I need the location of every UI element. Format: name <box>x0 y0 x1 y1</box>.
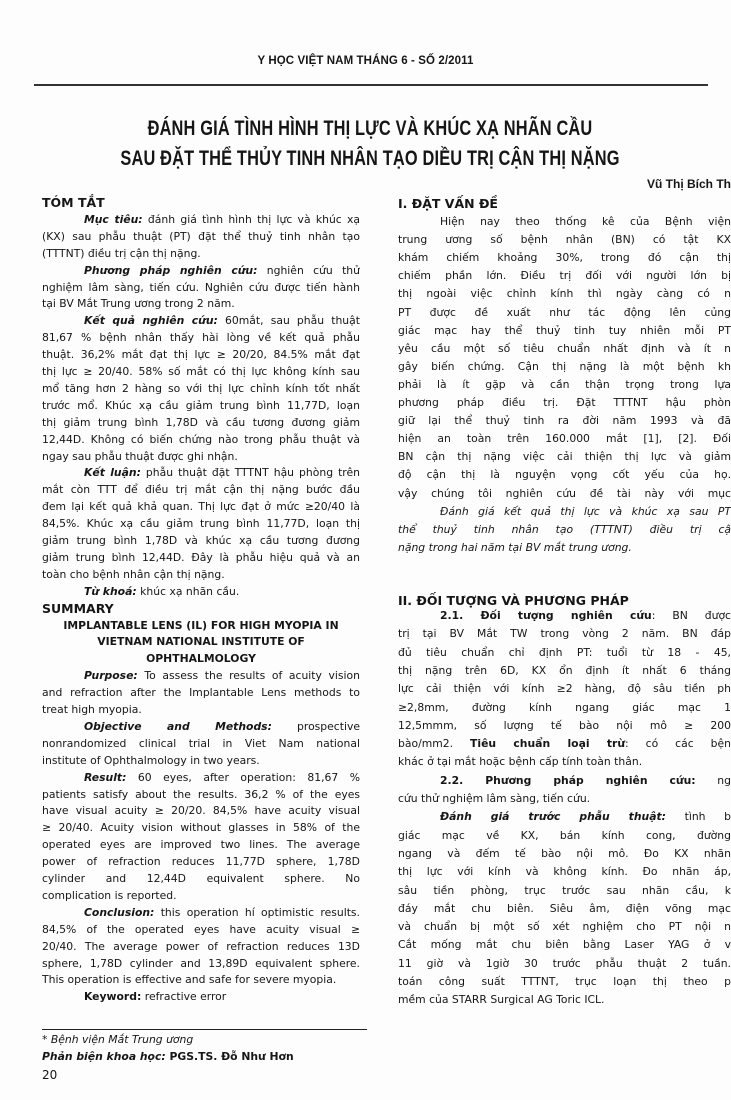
text-run: This operation is effective and safe for severe myopia. <box>42 973 337 987</box>
lead-in-label: Đánh giá trước phẫu thuật: <box>440 810 666 824</box>
text-run: 84,5% of the operated eyes have acuity visual ≥ <box>42 922 360 936</box>
text-run: cylinder and 12,44D equivalent sphere. No <box>42 872 360 885</box>
lead-in-label: Mục tiêu: <box>84 212 143 226</box>
text-line <box>42 549 360 566</box>
text-run: khác ở tại mắt hoặc bệnh cấp tính toàn thân. <box>398 755 643 769</box>
text-line <box>42 295 360 312</box>
text-line <box>398 304 731 321</box>
lead-in-label: Phương pháp nghiên cứu: <box>84 263 258 277</box>
article-title-line-2: SAU ĐẶT THỂ THỦY TINH NHÂN TẠO DIỀU TRỊ CẬN THỊ NẶNG <box>120 147 620 170</box>
text-run: mổ tăng hơn 2 hàng so với thị lực chỉnh kính tốt nhất <box>42 381 360 395</box>
text-run: ≥ 20/40. Acuity vision without glasses in 58% of the <box>42 821 360 835</box>
text-line <box>42 228 360 245</box>
text-line <box>42 718 360 735</box>
text-line <box>42 769 360 786</box>
text-run: this operation hí optimistic results. <box>154 905 360 919</box>
text-line <box>398 808 731 825</box>
text-line <box>42 887 360 904</box>
text-run: thị ngoài việc chỉnh kính thì ngày càng có n <box>398 287 731 301</box>
text-run: yêu cầu một số tiêu chuẩn nhất định và ít n <box>398 341 731 355</box>
text-run: đủ tiêu chuẩn chỉ định PT: tuổi từ 18 - 45, <box>398 645 731 659</box>
text-line <box>398 539 731 556</box>
text-line <box>42 464 360 481</box>
text-run: khúc xạ nhãn cầu. <box>136 584 240 598</box>
text-line <box>398 213 731 230</box>
text-line <box>398 448 731 465</box>
text-run: : BN được <box>651 609 731 622</box>
text-run: đem lại kết quả khả quan. Thị lực đạt ở mức ≥20/40 là <box>42 500 360 514</box>
text-line <box>42 346 360 363</box>
text-run: khám chiếm khoảng 30%, trong đó cận thị <box>398 251 731 265</box>
text-run: (TTTNT) điều trị cận thị nặng. <box>42 246 201 260</box>
text-line <box>42 279 360 296</box>
text-line <box>42 498 360 515</box>
text-line <box>398 680 731 697</box>
text-run: đánh giá tình hình thị lực và khúc xạ <box>142 212 360 226</box>
text-line <box>42 448 360 465</box>
text-line <box>42 380 360 397</box>
text-line <box>42 245 360 262</box>
text-line <box>398 882 731 899</box>
lead-in-label: Result: <box>84 770 127 784</box>
text-line <box>398 717 731 734</box>
text-line <box>42 955 360 972</box>
text-run: giảm trung bình 1,78D và khúc xạ cầu tương đương <box>42 534 360 547</box>
text-line <box>42 802 360 819</box>
text-run: 60 eyes, after operation: 81,67 % <box>126 770 360 784</box>
article-title-line-1: ĐÁNH GIÁ TÌNH HÌNH THỊ LỰC VÀ KHÚC XẠ NHÃN CẦU <box>147 117 593 140</box>
lead-in-label: VIETNAM NATIONAL INSTITUTE OF <box>97 635 305 649</box>
text-run: ng <box>695 773 731 787</box>
text-run: nonrandomized clinical trial in Viet Nam national <box>42 736 360 750</box>
text-line <box>398 485 731 502</box>
text-line <box>398 900 731 917</box>
lead-in-label: II. ĐỐI TƯỢNG VÀ PHƯƠNG PHÁP <box>398 593 629 608</box>
lead-in-label: Kết quả nghiên cứu: <box>84 314 218 328</box>
text-line <box>42 870 360 887</box>
text-run: Cắt mống mắt chu biên bằng Laser YAG ở v <box>398 938 731 952</box>
text-line <box>398 644 731 661</box>
text-line <box>42 684 360 701</box>
text-run: trước mổ. Khúc xạ cầu giảm trung bình 11,77D, loạn <box>42 398 360 412</box>
text-line <box>42 211 360 228</box>
text-line <box>398 503 731 520</box>
text-run: ngang và đếm tế bào nội mô. Đo KX nhãn <box>398 846 731 860</box>
text-line <box>42 566 360 583</box>
text-line <box>42 938 360 955</box>
text-line <box>398 735 731 752</box>
section-heading <box>42 194 360 211</box>
text-run: nghiệm lâm sàng, tiến cứu. Nghiên cứu được tiến hành <box>42 280 360 294</box>
text-run: bào/mm2. <box>398 737 471 751</box>
text-run: tình b <box>665 810 731 824</box>
text-line <box>398 845 731 862</box>
text-run: thuật. 36,2% mắt đạt thị lực ≥ 20/20, 84.5% mắt đạt <box>42 348 360 362</box>
text-line <box>42 735 360 752</box>
text-line <box>398 249 731 266</box>
text-run: hiện an toàn trên 160.000 mắt [1], [2]. Đối <box>398 432 731 446</box>
lead-in-label: Objective and Methods: <box>84 719 272 733</box>
reviewer-name: PGS.TS. Đỗ Như Hơn <box>165 1050 294 1063</box>
text-run: 12,44D. Không có biến chứng nào trong phẫu thuật và <box>42 432 360 446</box>
text-run: patients satisfy about the results. 36,2 % of the eyes <box>42 787 360 801</box>
text-run: đáy mắt chu biên. Siêu âm, điện võng mạc <box>398 901 731 915</box>
text-line <box>42 312 360 329</box>
text-run: 20/40. The average power of refraction reduces 13D <box>42 939 360 953</box>
text-line <box>398 358 731 375</box>
text-run: giác mạc hay thể thuỷ tinh tuy nhiên mỗi PT <box>398 323 731 337</box>
text-line <box>398 521 731 538</box>
lead-in-label: I. ĐẶT VẤN ĐỀ <box>398 196 498 211</box>
text-run: complication is reported. <box>42 888 177 902</box>
text-line <box>398 753 731 770</box>
text-line <box>42 617 360 634</box>
text-line <box>42 515 360 532</box>
text-line <box>42 414 360 431</box>
text-run: phương pháp điều trị. Đặt TTTNT hậu phòn <box>398 396 731 409</box>
text-line <box>42 329 360 346</box>
text-line <box>398 430 731 447</box>
lead-in-label: Tiêu chuẩn loại trừ <box>470 737 626 751</box>
section-heading <box>42 600 360 617</box>
lead-in-label: Keyword: <box>84 990 142 1004</box>
text-line <box>398 936 731 953</box>
text-run: Hiện nay theo thống kê của Bệnh viện <box>440 215 731 228</box>
text-run: institute of Ophthalmology in two years. <box>42 753 260 767</box>
text-run: sâu tiền phòng, trục trước sau nhãn cầu, k <box>398 883 731 897</box>
text-line <box>398 863 731 880</box>
page-number: 20 <box>42 1068 58 1082</box>
lead-in-label: IMPLANTABLE LENS (IL) FOR HIGH MYOPIA IN <box>63 618 339 632</box>
text-line <box>42 650 360 667</box>
text-run: PT được đề xuất như tác động lên củng <box>398 305 731 319</box>
right-column <box>398 0 731 1100</box>
text-line <box>42 262 360 279</box>
lead-in-label: Conclusion: <box>84 905 155 919</box>
text-run: 11 giờ và 1giờ 30 trước phẫu thuật 2 tuần. <box>398 956 731 970</box>
text-run: trị tại BV Mắt TW trong vòng 2 năm. BN đáp <box>398 627 731 641</box>
text-run: nghiên cứu thử <box>257 263 360 277</box>
text-run: thể thuỷ tinh nhân tạo (TTTNT) điều trị cậ <box>398 522 731 536</box>
text-line <box>398 267 731 284</box>
text-run: : có các bện <box>625 737 731 751</box>
text-line <box>398 772 731 789</box>
text-run: have visual acuity ≥ 20/20. 84,5% have acuity visual <box>42 804 360 818</box>
text-line <box>42 988 360 1005</box>
text-line <box>398 412 731 429</box>
text-line <box>398 918 731 935</box>
text-run: ngay sau phẫu thuật được ghi nhận. <box>42 449 238 463</box>
text-run: nặng trong hai năm tại BV mắt trung ương. <box>398 540 632 554</box>
text-line <box>42 363 360 380</box>
text-run: thị nặng trên 6D, KX ổn định ít nhất 6 tháng <box>398 663 731 677</box>
text-run: vậy chúng tôi nghiên cứu đề tài này với mục <box>398 486 731 500</box>
text-run: and refraction after the Implantable Lens methods to <box>42 686 360 700</box>
text-line <box>42 853 360 870</box>
text-line <box>42 786 360 803</box>
text-run: 84,5%. Khúc xạ cầu giảm trung bình 11,77D, loạn thị <box>42 517 360 531</box>
text-run: sphere, 1,78D cylinder and 13,89D equivalent sphere. <box>42 956 360 970</box>
text-line <box>398 625 731 642</box>
text-line <box>42 633 360 650</box>
text-line <box>398 991 731 1008</box>
lead-in-label: Từ khoá: <box>84 584 137 598</box>
text-run: To assess the results of acuity vision <box>137 669 360 683</box>
text-line <box>398 231 731 248</box>
text-run: độ cận thị là nguyện vọng cốt yếu của họ. <box>398 468 731 482</box>
text-line <box>42 752 360 769</box>
lead-in-label: 2.2. Phương pháp nghiên cứu: <box>440 773 696 787</box>
text-line <box>398 827 731 844</box>
text-line <box>42 532 360 549</box>
text-run: trung ương số bệnh nhân (BN) có tật KX <box>398 233 731 247</box>
footnote-reviewer <box>42 1050 294 1063</box>
text-line <box>398 322 731 339</box>
text-line <box>42 819 360 836</box>
text-run: gây biến chứng. Cận thị nặng là một bệnh kh <box>398 359 731 373</box>
text-run: (KX) sau phẫu thuật (PT) đặt thể thuỷ tinh nhân tạo <box>42 229 360 243</box>
text-line <box>42 836 360 853</box>
text-run: treat high myopia. <box>42 703 142 716</box>
text-run: toàn cho bệnh nhân cận thị nặng. <box>42 567 225 581</box>
text-line <box>398 662 731 679</box>
text-line <box>398 955 731 972</box>
text-line <box>398 285 731 302</box>
lead-in-label: 2.1. Đối tượng nghiên cứu <box>440 609 652 622</box>
text-line <box>42 971 360 988</box>
text-run: phẫu thuật đặt TTTNT hậu phòng trên <box>140 466 360 480</box>
text-line <box>42 397 360 414</box>
lead-in-label: TÓM TẮT <box>42 195 105 210</box>
text-run: ≥2,8mm, đường kính ngang giác mạc 1 <box>398 700 731 714</box>
text-run: lực cải thiện với kính ≥2 hàng, độ sâu tiền ph <box>398 682 731 696</box>
text-run: 12,5mmm, số lượng tế bào nội mô ≥ 200 <box>398 718 731 732</box>
lead-in-label: Purpose: <box>84 669 138 683</box>
text-line <box>42 431 360 448</box>
text-run: toán công suất TTTNT, trục loạn thị theo p <box>398 975 731 988</box>
text-run: phải là ít gặp và cần thận trọng trong lựa <box>398 377 731 391</box>
text-run: operated eyes are improved two lines. The average <box>42 838 360 852</box>
text-run: prospective <box>271 719 360 733</box>
text-line <box>398 973 731 990</box>
text-line <box>42 481 360 498</box>
left-column <box>42 0 360 1100</box>
text-line <box>398 607 731 624</box>
text-run: tại BV Mắt Trung ương trong 2 năm. <box>42 297 235 311</box>
text-run: giữ lại thể thuỷ tinh ra đời năm 1993 và đã <box>398 414 731 428</box>
text-run: Đánh giá kết quả thị lực và khúc xạ sau PT <box>440 504 731 518</box>
lead-in-label: OPHTHALMOLOGY <box>146 652 256 666</box>
author: Vũ Thị Bích Th <box>647 177 731 191</box>
text-run: thị giảm trung bình 1,78D và cầu tương đương giảm <box>42 415 360 429</box>
text-run: giác mạc về KX, bán kính cong, đường <box>398 828 731 842</box>
text-run: mềm của STARR Surgical AG Toric ICL. <box>398 993 605 1007</box>
text-run: power of refraction reduces 11,77D sphere, 1,78D <box>42 855 360 869</box>
text-run: giảm trung bình 12,44D. Đây là phẫu hiệu quả và an <box>42 550 360 564</box>
lead-in-label: Kết luận: <box>84 466 141 480</box>
text-run: cứu thử nghiệm lâm sàng, tiến cứu. <box>398 792 591 805</box>
text-line <box>398 340 731 357</box>
text-run: chiếm phần lớn. Điều trị đối với người lớn bị <box>398 269 731 283</box>
text-run: thị lực ≥ 20/40. 58% số mắt có thị lực không kính sau <box>42 365 360 378</box>
text-run: thị lực với kính và không kính. Đo nhãn áp, <box>398 865 731 879</box>
text-line <box>42 667 360 684</box>
text-run: 81,67 % bệnh nhân thấy hài lòng về kết quả phẫu <box>42 331 360 345</box>
text-line <box>398 394 731 411</box>
reviewer-label: Phản biện khoa học: <box>42 1050 166 1063</box>
section-heading <box>398 195 731 212</box>
text-line <box>42 701 360 718</box>
text-line <box>398 466 731 483</box>
text-run: refractive error <box>141 990 227 1004</box>
text-run: và chuẩn bị một số xét nghiệm cho PT nội n <box>398 920 731 934</box>
text-line <box>42 583 360 600</box>
text-line <box>398 699 731 716</box>
text-run: mắt còn TTT để điều trị mắt cận thị nặng bước đầu <box>42 483 360 497</box>
lead-in-label: SUMMARY <box>42 600 114 616</box>
text-line <box>398 376 731 393</box>
text-run: BN cận thị nặng việc cải thiện thị lực và giảm <box>398 450 731 464</box>
footnote-rule <box>42 1029 367 1030</box>
text-line <box>42 921 360 938</box>
text-line <box>42 904 360 921</box>
text-line <box>398 790 731 807</box>
footnote-affiliation: * Bệnh viện Mắt Trung ương <box>42 1033 194 1046</box>
running-head: Y HỌC VIỆT NAM THÁNG 6 - SỐ 2/2011 <box>257 55 474 67</box>
text-run: 60mắt, sau phẫu thuật <box>217 314 360 328</box>
